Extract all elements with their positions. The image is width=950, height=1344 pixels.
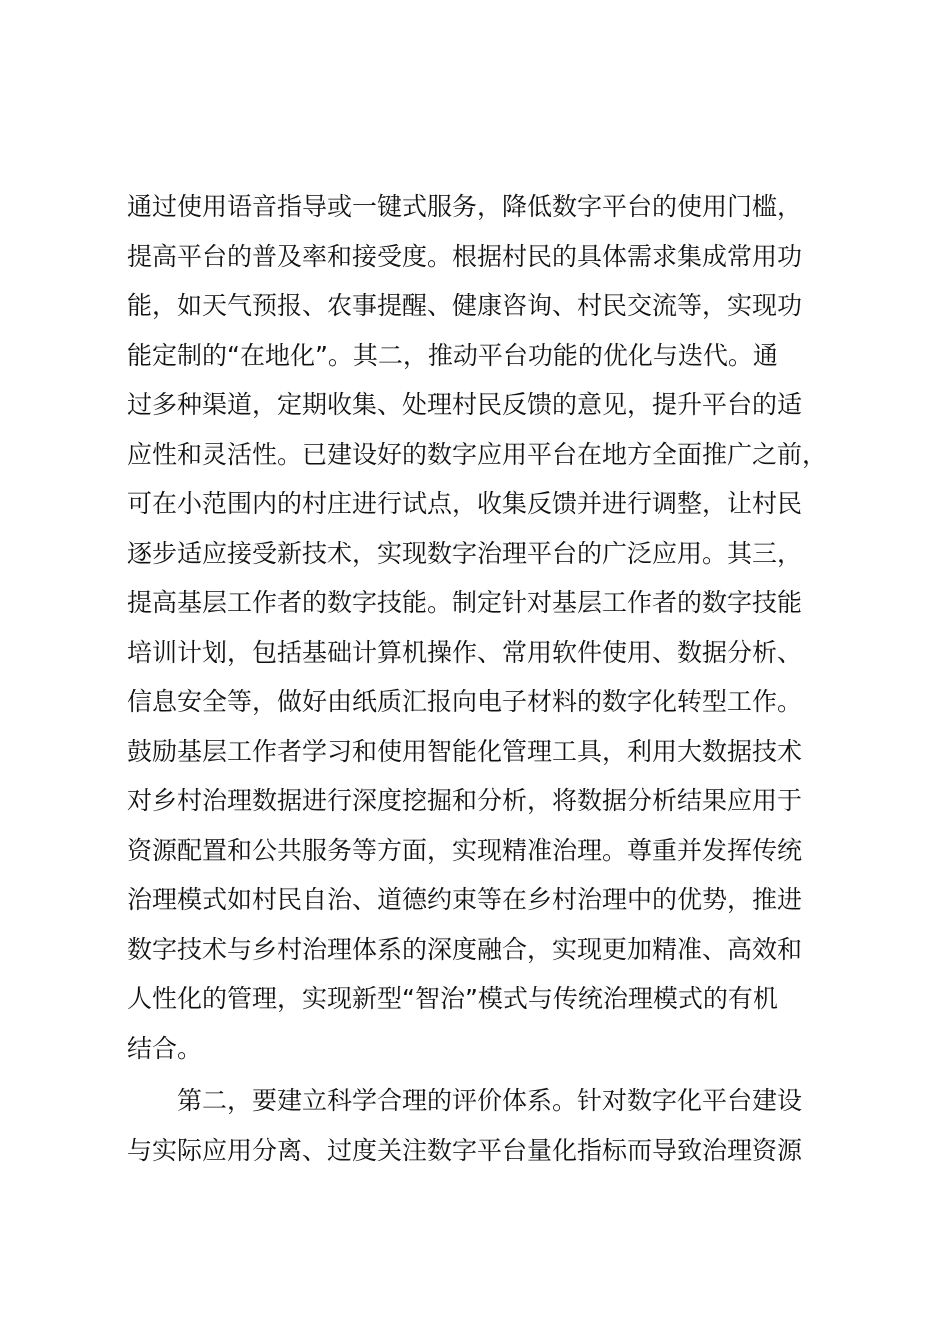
text-line: 提高平台的普及率和接受度。根据村民的具体需求集成常用功	[127, 241, 803, 271]
text-line: 数字技术与乡村治理体系的深度融合，实现更加精准、高效和	[127, 934, 803, 964]
text-line: 过多种渠道，定期收集、处理村民反馈的意见，提升平台的适	[127, 390, 803, 419]
text-line: 与实际应用分离、过度关注数字平台量化指标而导致治理资源	[127, 1135, 803, 1165]
text-line: 人性化的管理，实现新型“智治”模式与传统治理模式的有机	[127, 984, 778, 1013]
text-line: 可在小范围内的村庄进行试点，收集反馈并进行调整，让村民	[127, 489, 803, 518]
text-line: 逐步适应接受新技术，实现数字治理平台的广泛应用。其三，	[127, 538, 803, 568]
text-line: 资源配置和公共服务等方面，实现精准治理。尊重并发挥传统	[127, 835, 803, 865]
text-line: 结合。	[127, 1033, 203, 1063]
text-line: 第二，要建立科学合理的评价体系。针对数字化平台建设	[177, 1086, 803, 1115]
text-line: 培训计划，包括基础计算机操作、常用软件使用、数据分析、	[127, 637, 803, 667]
text-line: 能，如天气预报、农事提醒、健康咨询、村民交流等，实现功	[127, 291, 803, 320]
text-line: 信息安全等，做好由纸质汇报向电子材料的数字化转型工作。	[127, 687, 803, 716]
text-line: 能定制的“在地化”。其二，推动平台功能的优化与迭代。通	[127, 340, 778, 370]
body-text	[127, 182, 847, 1175]
text-line: 鼓励基层工作者学习和使用智能化管理工具，利用大数据技术	[127, 736, 803, 766]
text-line: 应性和灵活性。已建设好的数字应用平台在地方全面推广之前，	[127, 439, 828, 469]
text-line: 治理模式如村民自治、道德约束等在乡村治理中的优势，推进	[127, 885, 803, 914]
text-line: 对乡村治理数据进行深度挖掘和分析，将数据分析结果应用于	[127, 786, 803, 815]
text-line: 通过使用语音指导或一键式服务，降低数字平台的使用门槛，	[127, 192, 803, 221]
text-line: 提高基层工作者的数字技能。制定针对基层工作者的数字技能	[127, 588, 803, 617]
